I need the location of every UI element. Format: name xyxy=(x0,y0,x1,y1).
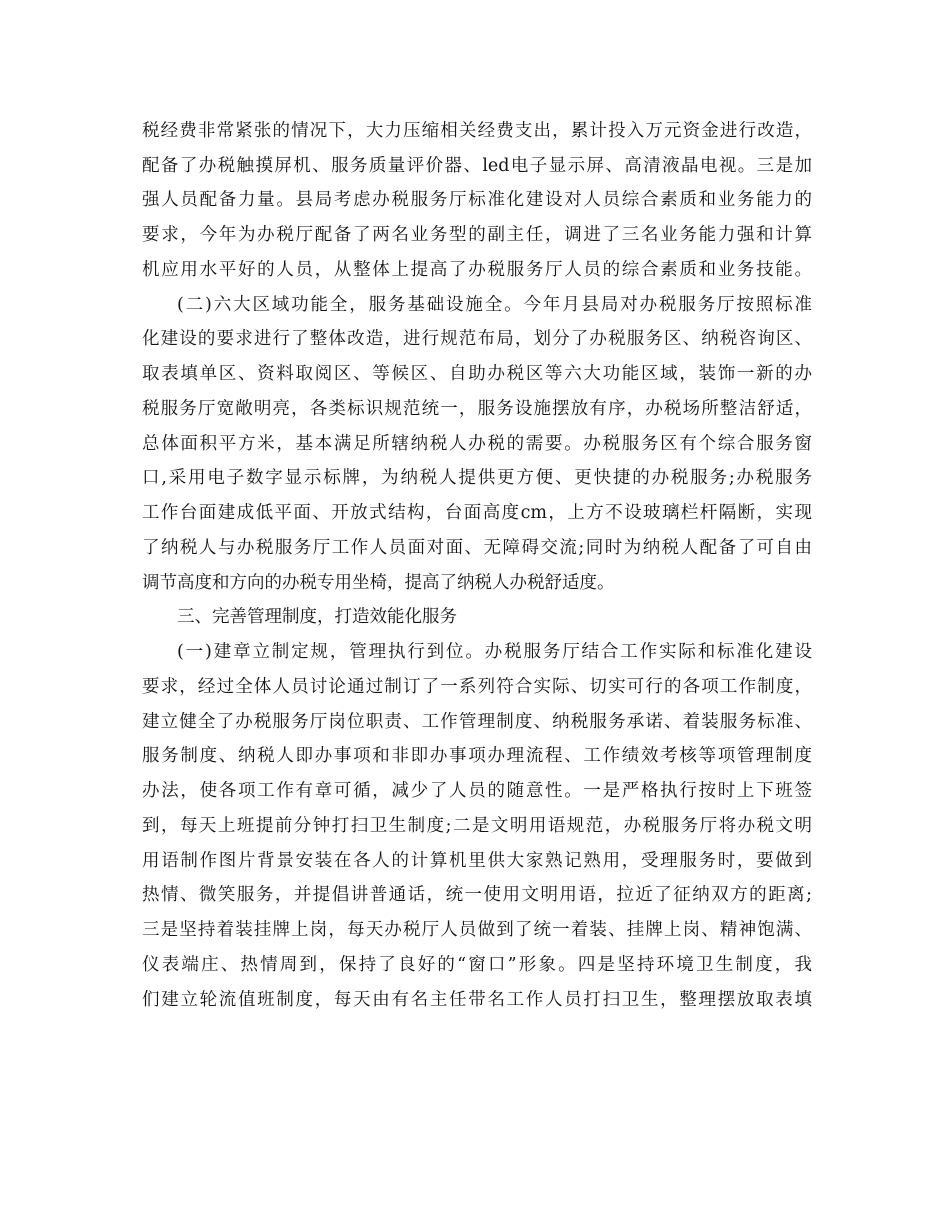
text-line xyxy=(142,600,812,635)
text-line-content: 工作台面建成低平面、开放式结构，台面高度cm，上方不设玻璃栏杆隔断，实现 xyxy=(142,503,812,523)
text-line xyxy=(142,531,812,566)
text-line xyxy=(142,739,812,774)
text-line-content: 了纳税人与办税服务厅工作人员面对面、无障碍交流;同时为纳税人配备了可自由 xyxy=(142,537,812,558)
text-line xyxy=(142,913,812,948)
text-line-content: 服务制度、纳税人即办事项和非即办事项办理流程、工作绩效考核等项管理制度 xyxy=(142,746,812,767)
text-line xyxy=(142,809,812,844)
text-line-content: 税经费非常紧张的情况下，大力压缩相关经费支出，累计投入万元资金进行改造， xyxy=(142,121,812,141)
text-line-content: 们建立轮流值班制度，每天由有名主任带名工作人员打扫卫生，整理摆放取表填 xyxy=(142,989,812,1010)
text-line xyxy=(142,218,812,253)
text-line-content: 调节高度和方向的办税专用坐椅，提高了纳税人办税舒适度。 xyxy=(142,572,615,593)
text-line xyxy=(142,774,812,809)
text-line xyxy=(142,149,812,184)
document-body xyxy=(142,114,812,1017)
text-line-content: 强人员配备力量。县局考虑办税服务厅标准化建设对人员综合素质和业务能力的 xyxy=(142,190,812,211)
text-line xyxy=(142,288,812,323)
text-line xyxy=(142,844,812,879)
text-line-content: 用语制作图片背景安装在各人的计算机里供大家熟记熟用，受理服务时，要做到 xyxy=(142,850,812,871)
text-line-content: 化建设的要求进行了整体改造，进行规范布局，划分了办税服务区、纳税咨询区、 xyxy=(142,329,812,350)
text-line-content: 三、完善管理制度，打造效能化服务 xyxy=(177,607,457,628)
text-line xyxy=(142,392,812,427)
text-line-content: 三是坚持着装挂牌上岗，每天办税厅人员做到了统一着装、挂牌上岗、精神饱满、 xyxy=(142,920,812,940)
text-line xyxy=(142,322,812,357)
text-line xyxy=(142,183,812,218)
text-line-content: 到，每天上班提前分钟打扫卫生制度;二是文明用语规范，办税服务厅将办税文明 xyxy=(142,815,812,836)
text-line xyxy=(142,670,812,705)
text-line-content: 总体面积平方米，基本满足所辖纳税人办税的需要。办税服务区有个综合服务窗 xyxy=(142,433,812,454)
text-line xyxy=(142,983,812,1018)
text-line xyxy=(142,357,812,392)
text-line xyxy=(142,114,812,149)
text-line-content: 取表填单区、资料取阅区、等候区、自助办税区等六大功能区域，装饰一新的办 xyxy=(142,364,812,384)
text-line-content: 办法，使各项工作有章可循，减少了人员的随意性。一是严格执行按时上下班签 xyxy=(142,781,812,801)
text-line-content: 机应用水平好的人员，从整体上提高了办税服务厅人员的综合素质和业务技能。 xyxy=(142,259,812,280)
text-line-content: 口,采用电子数字显示标牌，为纳税人提供更方便、更快捷的办税服务;办税服务 xyxy=(142,468,812,489)
text-line-content: 要求，今年为办税厅配备了两名业务型的副主任，调进了三名业务能力强和计算 xyxy=(142,225,812,245)
text-line-content: 税服务厅宽敞明亮，各类标识规范统一，服务设施摆放有序，办税场所整洁舒适， xyxy=(142,398,812,419)
text-line-content: 热情、微笑服务，并提倡讲普通话，统一使用文明用语，拉近了征纳双方的距离; xyxy=(142,885,812,906)
text-line-content: 仪表端庄、热情周到，保持了良好的“窗口”形象。四是坚持环境卫生制度，我 xyxy=(142,954,812,975)
text-line-content: 要求，经过全体人员讨论通过制订了一系列符合实际、切实可行的各项工作制度， xyxy=(142,676,812,697)
text-line xyxy=(142,461,812,496)
text-line xyxy=(142,566,812,601)
text-line xyxy=(142,705,812,740)
text-line xyxy=(142,635,812,670)
text-line-content: (一)建章立制定规，管理执行到位。办税服务厅结合工作实际和标准化建设 xyxy=(177,642,812,662)
text-line xyxy=(142,948,812,983)
text-line xyxy=(142,253,812,288)
text-line-content: 配备了办税触摸屏机、服务质量评价器、led电子显示屏、高清液晶电视。三是加 xyxy=(142,155,812,176)
text-line-content: 建立健全了办税服务厅岗位职责、工作管理制度、纳税服务承诺、着装服务标准、 xyxy=(142,711,812,732)
text-line xyxy=(142,427,812,462)
text-line xyxy=(142,496,812,531)
text-line xyxy=(142,878,812,913)
text-line-content: (二)六大区域功能全，服务基础设施全。今年月县局对办税服务厅按照标准 xyxy=(177,294,812,315)
